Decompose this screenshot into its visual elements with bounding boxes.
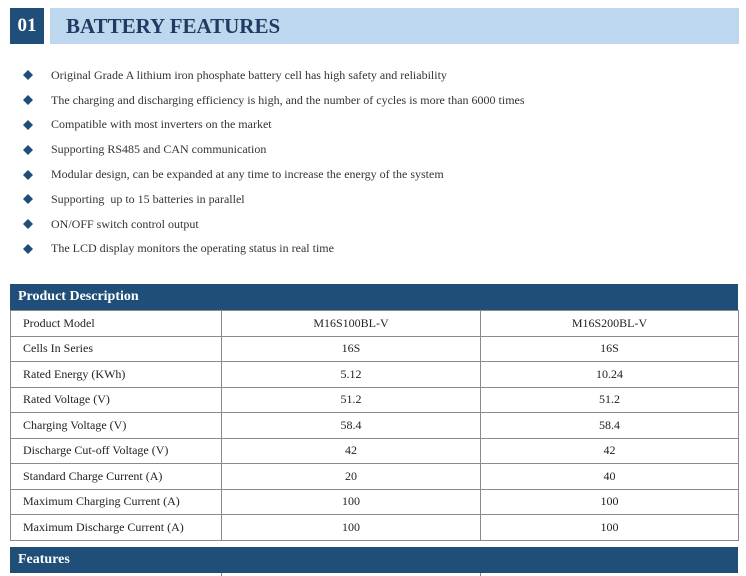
model-a-value: 100 xyxy=(222,489,481,515)
model-b-value: 16S xyxy=(481,336,739,362)
model-b-value: 40 xyxy=(481,464,739,490)
model-b-value: 42 xyxy=(481,438,739,464)
table-row xyxy=(11,362,739,388)
table-row xyxy=(11,387,739,413)
row-label: Rated Voltage (V) xyxy=(11,387,222,413)
diamond-icon xyxy=(22,218,34,230)
feature-item xyxy=(22,162,722,187)
section-header xyxy=(10,8,740,44)
diamond-icon xyxy=(22,243,34,255)
spec-table xyxy=(10,310,739,541)
feature-text: Supporting RS485 and CAN communication xyxy=(51,142,267,157)
table-row xyxy=(11,438,739,464)
model-a-value: 16S xyxy=(222,336,481,362)
model-a-value: 20 xyxy=(222,464,481,490)
feature-item xyxy=(22,63,722,88)
row-label: Standard Charge Current (A) xyxy=(11,464,222,490)
section-number: 01 xyxy=(10,8,44,44)
model-a-value: 51.2 xyxy=(222,387,481,413)
product-description-title: Product Description xyxy=(10,284,738,310)
table-row xyxy=(11,413,739,439)
product-description-table xyxy=(10,284,738,541)
table-row xyxy=(11,336,739,362)
feature-item xyxy=(22,113,722,138)
feature-text: The LCD display monitors the operating status in real time xyxy=(51,241,334,256)
feature-text: Original Grade A lithium iron phosphate battery cell has high safety and reliability xyxy=(51,67,447,82)
row-label: Maximum Charging Current (A) xyxy=(11,489,222,515)
model-b-value: 58.4 xyxy=(481,413,739,439)
diamond-icon xyxy=(22,94,34,106)
feature-text: Modular design, can be expanded at any time to increase the energy of the system xyxy=(51,167,444,182)
feature-item xyxy=(22,187,722,212)
model-a-value: M16S100BL-V xyxy=(222,311,481,337)
feature-text: The charging and discharging efficiency is high, and the number of cycles is more than 6000 times xyxy=(51,92,525,107)
feature-item xyxy=(22,137,722,162)
model-b-value: M16S200BL-V xyxy=(481,311,739,337)
row-label: Cells In Series xyxy=(11,336,222,362)
feature-text: Supporting up to 15 batteries in parallel xyxy=(51,191,245,206)
model-a-value: 58.4 xyxy=(222,413,481,439)
feature-item xyxy=(22,237,722,262)
model-b-value: 100 xyxy=(481,489,739,515)
table-row xyxy=(11,311,739,337)
section-title: BATTERY FEATURES xyxy=(50,8,739,44)
feature-item xyxy=(22,88,722,113)
model-b-value: 10.24 xyxy=(481,362,739,388)
model-a-value: 5.12 xyxy=(222,362,481,388)
table-row xyxy=(11,464,739,490)
table-row xyxy=(11,515,739,541)
row-label: Product Model xyxy=(11,311,222,337)
model-b-value: 100 xyxy=(481,515,739,541)
features-section-title: Features xyxy=(10,547,738,573)
diamond-icon xyxy=(22,119,34,131)
diamond-icon xyxy=(22,69,34,81)
feature-text: ON/OFF switch control output xyxy=(51,216,199,231)
model-b-value: 51.2 xyxy=(481,387,739,413)
row-label: Charging Voltage (V) xyxy=(11,413,222,439)
row-label: Discharge Cut-off Voltage (V) xyxy=(11,438,222,464)
diamond-icon xyxy=(22,144,34,156)
feature-text: Compatible with most inverters on the market xyxy=(51,117,272,132)
table-row xyxy=(11,489,739,515)
model-a-value: 100 xyxy=(222,515,481,541)
model-a-value: 42 xyxy=(222,438,481,464)
diamond-icon xyxy=(22,169,34,181)
feature-item xyxy=(22,212,722,237)
diamond-icon xyxy=(22,193,34,205)
feature-list xyxy=(22,63,722,261)
row-label: Rated Energy (KWh) xyxy=(11,362,222,388)
row-label: Maximum Discharge Current (A) xyxy=(11,515,222,541)
